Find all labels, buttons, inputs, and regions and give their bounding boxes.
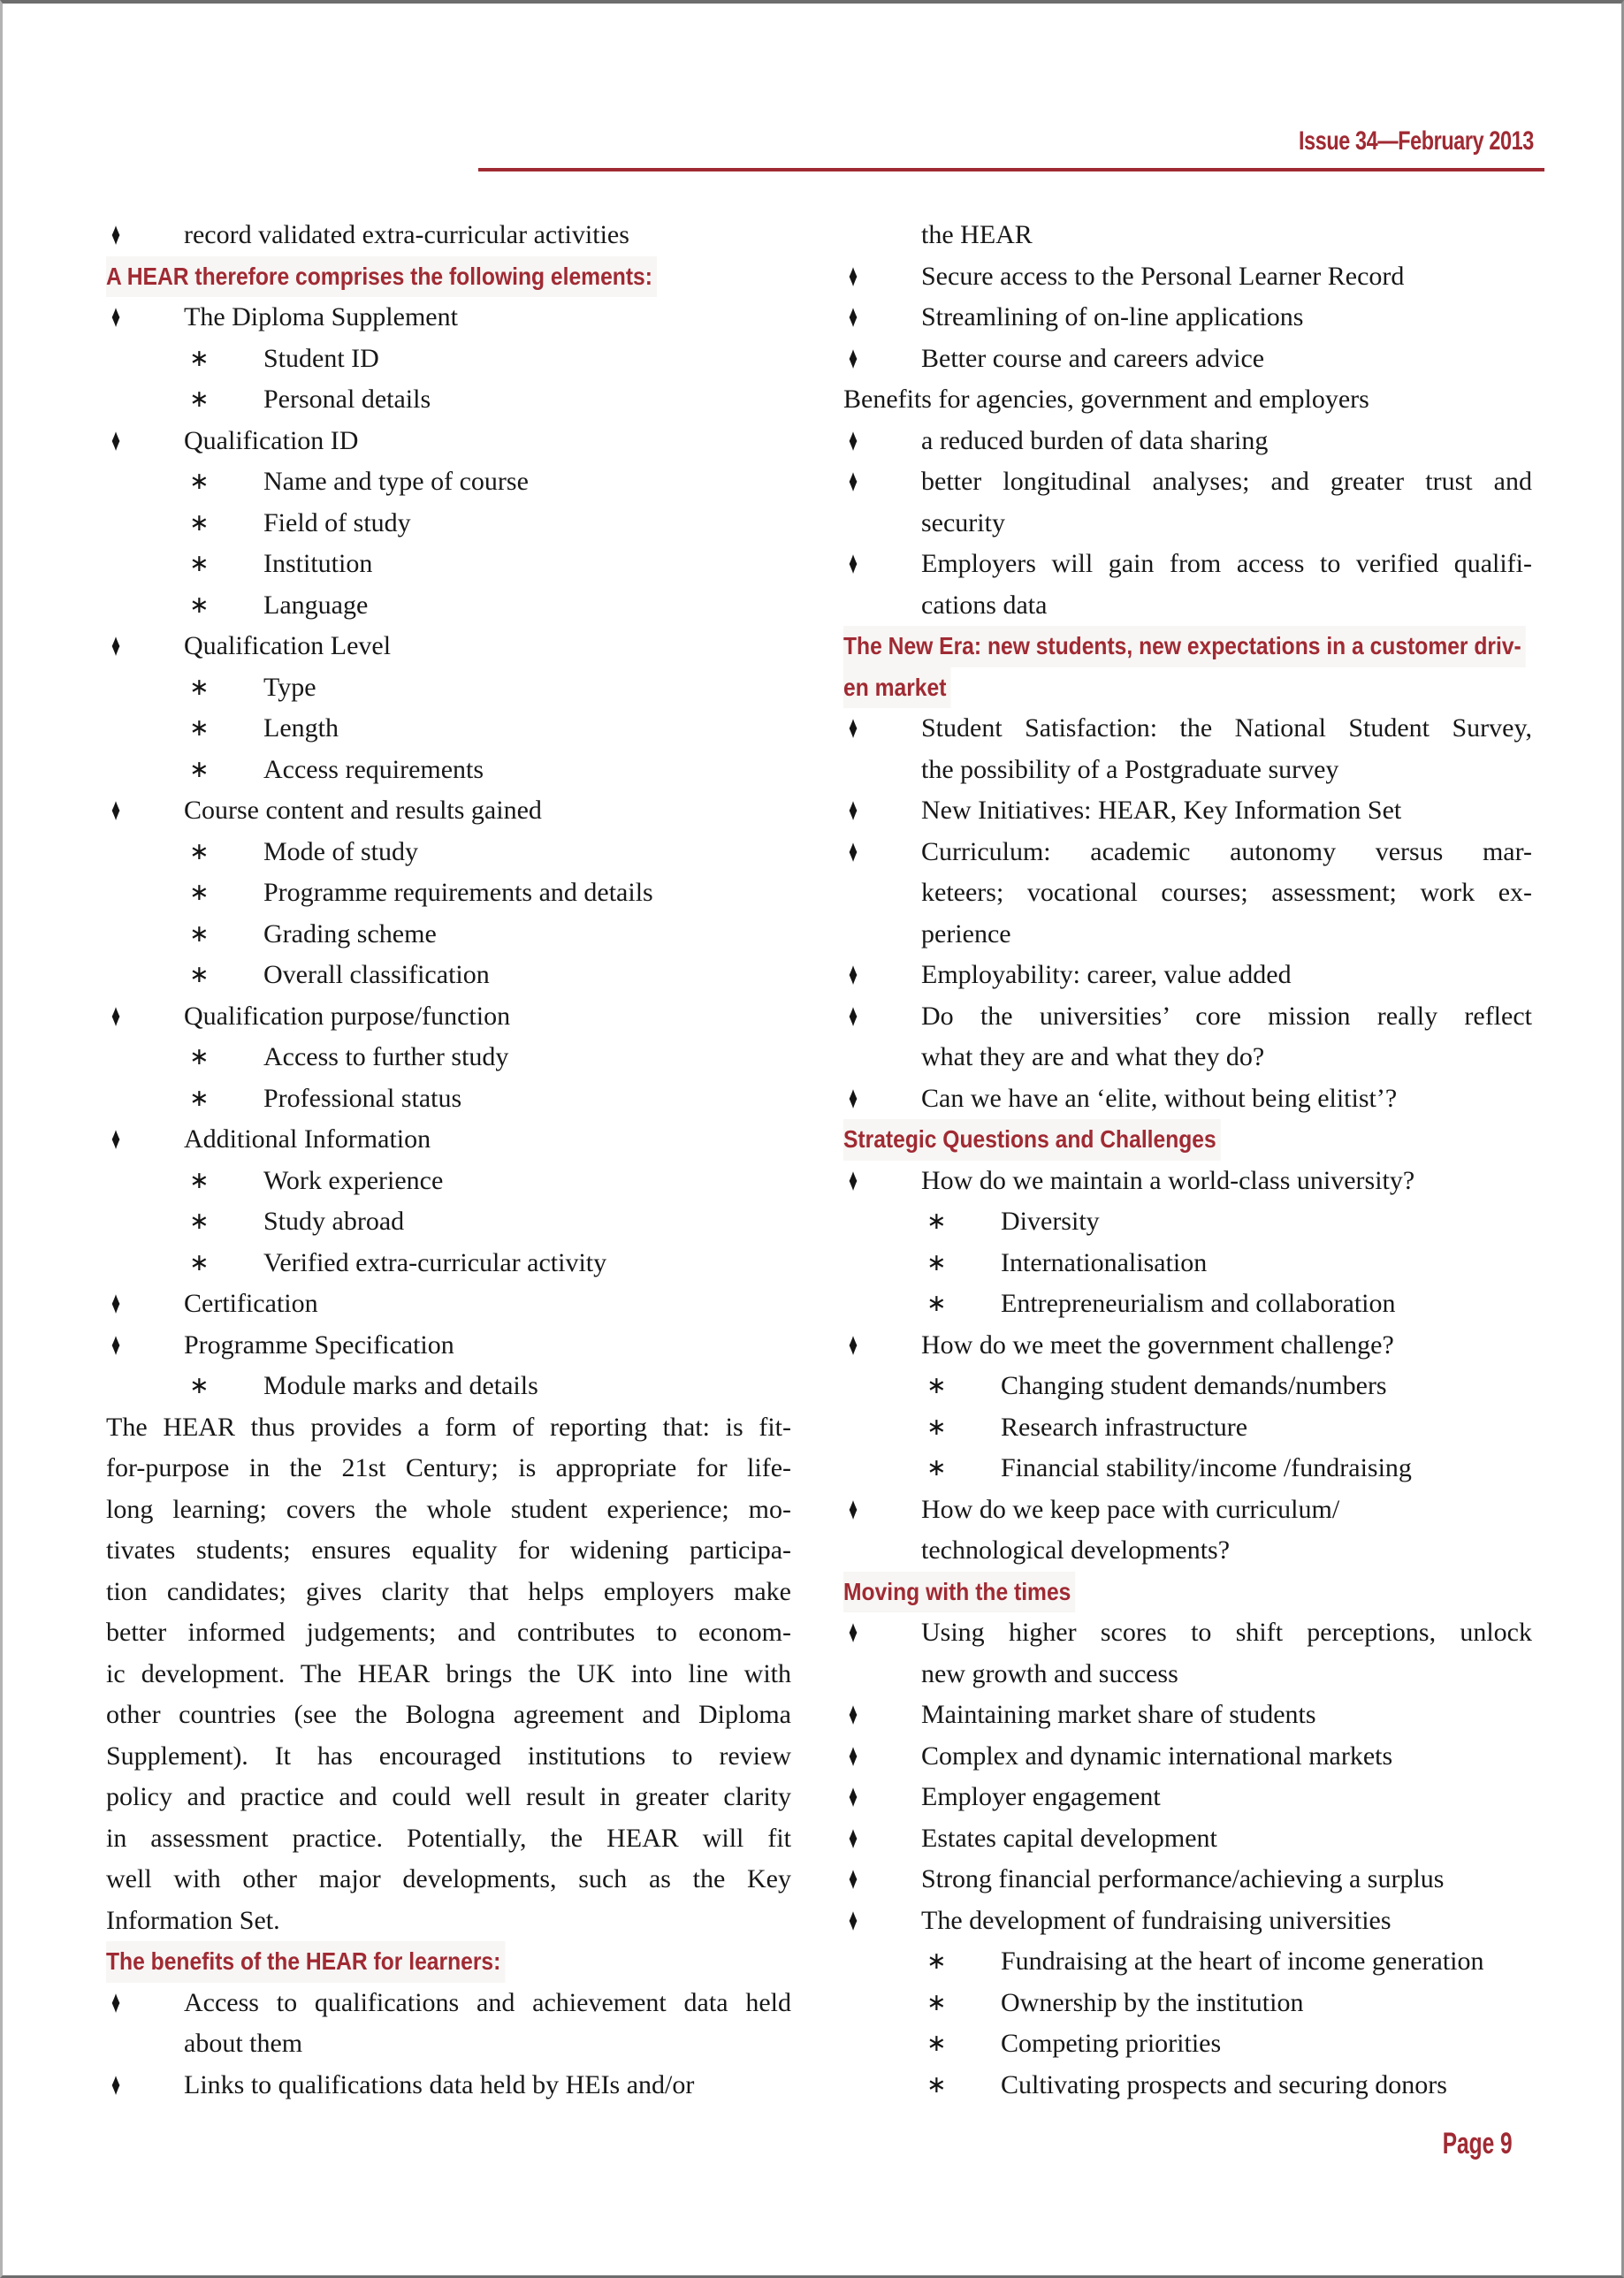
bullet-item bbox=[106, 1119, 791, 1161]
text-line: Strong financial performance/achieving a surplus bbox=[921, 1864, 1445, 1893]
text-line: Maintaining market share of students bbox=[921, 1700, 1316, 1729]
bullet-item bbox=[843, 297, 1532, 339]
sub-bullet-item bbox=[843, 1284, 1532, 1325]
page-number: Page 9 bbox=[1443, 2127, 1513, 2160]
text-line: Language bbox=[263, 590, 369, 620]
text-line: in assessment practice. Potentially, the HEAR will fit bbox=[106, 1823, 791, 1853]
text-line: Employer engagement bbox=[921, 1782, 1161, 1811]
right-column bbox=[843, 215, 1532, 2106]
text-line: Overall classification bbox=[263, 960, 490, 989]
asterisk-bullet-icon: ∗ bbox=[189, 673, 210, 701]
bullet-item bbox=[106, 2065, 791, 2107]
bullet-item bbox=[843, 708, 1532, 790]
left-column bbox=[106, 215, 791, 2106]
text-line: the HEAR bbox=[921, 220, 1033, 249]
item-text bbox=[843, 1572, 1532, 1613]
item-text bbox=[263, 1366, 791, 1407]
item-text bbox=[263, 1161, 791, 1202]
text-line: security bbox=[921, 507, 1005, 537]
diamond-bullet-icon: ♦ bbox=[849, 998, 858, 1033]
issue-date-label: Issue 34—February 2013 bbox=[1299, 126, 1534, 156]
item-text bbox=[921, 996, 1532, 1078]
item-text bbox=[921, 1859, 1532, 1901]
diamond-bullet-icon: ♦ bbox=[111, 217, 121, 252]
sub-bullet-item bbox=[843, 2065, 1532, 2107]
bullet-item bbox=[843, 1859, 1532, 1901]
item-text bbox=[263, 544, 791, 585]
text-line: Curriculum: academic autonomy versus mar- bbox=[921, 836, 1532, 866]
text-line: Strategic Questions and Challenges bbox=[843, 1119, 1532, 1161]
item-text bbox=[263, 585, 791, 627]
diamond-bullet-icon: ♦ bbox=[111, 793, 121, 827]
text-line: Supplement). It has encouraged institutions to review bbox=[106, 1741, 791, 1771]
asterisk-bullet-icon: ∗ bbox=[926, 1290, 947, 1317]
bullet-item bbox=[106, 790, 791, 832]
bullet-item bbox=[106, 1325, 791, 1367]
item-text bbox=[263, 914, 791, 956]
sub-bullet-item bbox=[843, 1448, 1532, 1489]
bullet-item bbox=[843, 1736, 1532, 1778]
bullet-item bbox=[106, 626, 791, 667]
item-text bbox=[1001, 1983, 1532, 2024]
sub-bullet-item bbox=[106, 1078, 791, 1120]
item-text bbox=[921, 1325, 1532, 1367]
text-line: keteers; vocational courses; assessment; work ex- bbox=[921, 878, 1532, 907]
text-line: Personal details bbox=[263, 385, 431, 414]
diamond-bullet-icon: ♦ bbox=[111, 998, 121, 1033]
item-text bbox=[263, 832, 791, 873]
asterisk-bullet-icon: ∗ bbox=[189, 468, 210, 495]
text-line: Institution bbox=[263, 549, 373, 578]
text-line: Work experience bbox=[263, 1165, 444, 1195]
text-line: other countries (see the Bologna agreement and Diploma bbox=[106, 1700, 791, 1729]
diamond-bullet-icon: ♦ bbox=[849, 464, 858, 499]
item-text bbox=[263, 750, 791, 791]
item-text bbox=[843, 379, 1532, 421]
item-text bbox=[921, 1777, 1532, 1818]
item-text bbox=[106, 1941, 791, 1983]
bullet-item bbox=[843, 461, 1532, 544]
sub-bullet-item bbox=[106, 503, 791, 545]
item-text bbox=[921, 544, 1532, 626]
sub-bullet-item bbox=[843, 1243, 1532, 1284]
header-rule bbox=[478, 168, 1544, 171]
item-text bbox=[184, 1983, 791, 2065]
sub-bullet-item bbox=[843, 2023, 1532, 2065]
item-text bbox=[843, 1119, 1532, 1161]
text-line: Mode of study bbox=[263, 836, 418, 866]
diamond-bullet-icon: ♦ bbox=[849, 711, 858, 745]
bullet-item bbox=[843, 1612, 1532, 1695]
diamond-bullet-icon: ♦ bbox=[849, 957, 858, 992]
text-line: what they are and what they do? bbox=[921, 1042, 1265, 1071]
asterisk-bullet-icon: ∗ bbox=[189, 508, 210, 537]
text-line: long learning; covers the whole student experience; mo- bbox=[106, 1494, 791, 1524]
asterisk-bullet-icon: ∗ bbox=[189, 1208, 210, 1235]
diamond-bullet-icon: ♦ bbox=[111, 629, 121, 663]
item-text bbox=[1001, 1407, 1532, 1449]
text-line: perience bbox=[921, 918, 1011, 949]
sub-bullet-item bbox=[106, 1201, 791, 1243]
item-text bbox=[921, 790, 1532, 832]
diamond-bullet-icon: ♦ bbox=[111, 1122, 121, 1156]
text-line: Student Satisfaction: the National Student Survey, bbox=[921, 713, 1532, 743]
text-line: Competing priorities bbox=[1001, 2029, 1222, 2058]
text-line: The HEAR thus provides a form of reporting that: is fit- bbox=[106, 1412, 791, 1442]
asterisk-bullet-icon: ∗ bbox=[189, 879, 210, 906]
sub-bullet-item bbox=[106, 544, 791, 585]
asterisk-bullet-icon: ∗ bbox=[189, 590, 210, 619]
asterisk-bullet-icon: ∗ bbox=[926, 1947, 947, 1975]
diamond-bullet-icon: ♦ bbox=[111, 300, 121, 334]
text-line: The New Era: new students, new expectations in a customer driv- bbox=[843, 626, 1532, 667]
text-line: Module marks and details bbox=[263, 1371, 538, 1400]
diamond-bullet-icon: ♦ bbox=[849, 1902, 858, 1938]
asterisk-bullet-icon: ∗ bbox=[189, 837, 210, 865]
asterisk-bullet-icon: ∗ bbox=[189, 1166, 210, 1194]
text-line: Estates capital development bbox=[921, 1823, 1217, 1853]
asterisk-bullet-icon: ∗ bbox=[926, 1988, 947, 2016]
item-text bbox=[1001, 1201, 1532, 1243]
text-line: Using higher scores to shift perceptions, unlock bbox=[921, 1618, 1532, 1647]
asterisk-bullet-icon: ∗ bbox=[926, 2070, 947, 2099]
asterisk-bullet-icon: ∗ bbox=[189, 755, 210, 783]
item-text bbox=[184, 790, 791, 832]
bullet-item bbox=[843, 339, 1532, 380]
item-text bbox=[263, 1201, 791, 1243]
item-text bbox=[263, 503, 791, 545]
text-line: Professional status bbox=[263, 1083, 462, 1113]
asterisk-bullet-icon: ∗ bbox=[189, 1372, 210, 1399]
sub-bullet-item bbox=[106, 339, 791, 380]
item-text bbox=[263, 667, 791, 709]
item-text bbox=[184, 626, 791, 667]
text-line: Financial stability/income /fundraising bbox=[1001, 1453, 1412, 1482]
asterisk-bullet-icon: ∗ bbox=[926, 2030, 947, 2057]
bullet-item bbox=[843, 1695, 1532, 1736]
bullet-item bbox=[106, 297, 791, 339]
item-text bbox=[921, 1489, 1532, 1572]
section-heading bbox=[106, 1941, 791, 1983]
text-line: Cultivating prospects and securing donors bbox=[1001, 2069, 1447, 2099]
item-text bbox=[921, 461, 1532, 544]
text-line: Diversity bbox=[1001, 1207, 1100, 1236]
text-line: better informed judgements; and contributes to econom- bbox=[106, 1618, 791, 1647]
item-text bbox=[263, 1243, 791, 1284]
text-line: A HEAR therefore comprises the following elements: bbox=[106, 256, 791, 298]
diamond-bullet-icon: ♦ bbox=[849, 1862, 858, 1896]
item-text bbox=[263, 1037, 791, 1078]
item-text bbox=[1001, 2023, 1532, 2065]
text-line: Access requirements bbox=[263, 754, 484, 784]
text-line: Course content and results gained bbox=[184, 796, 542, 825]
text-line: for-purpose in the 21st Century; is appropriate for life- bbox=[106, 1453, 791, 1482]
inline-heading bbox=[843, 379, 1532, 421]
item-text bbox=[921, 708, 1532, 790]
text-line: Can we have an ‘elite, without being elitist’? bbox=[921, 1083, 1398, 1113]
paragraph bbox=[106, 1407, 791, 1942]
sub-bullet-item bbox=[106, 1243, 791, 1284]
text-line: Length bbox=[263, 713, 339, 743]
sub-bullet-item bbox=[106, 750, 791, 791]
sub-bullet-item bbox=[106, 1366, 791, 1407]
item-text bbox=[184, 215, 791, 256]
text-line: Links to qualifications data held by HEIs and/or bbox=[184, 2069, 695, 2099]
text-line: about them bbox=[184, 2029, 303, 2058]
diamond-bullet-icon: ♦ bbox=[849, 1491, 858, 1527]
text-line: Fundraising at the heart of income generation bbox=[1001, 1947, 1484, 1976]
item-text bbox=[263, 339, 791, 380]
bullet-item bbox=[843, 1777, 1532, 1818]
diamond-bullet-icon: ♦ bbox=[849, 1080, 858, 1116]
text-line: Access to qualifications and achievement data held bbox=[184, 1987, 791, 2017]
text-line: Additional Information bbox=[184, 1124, 431, 1154]
asterisk-bullet-icon: ∗ bbox=[189, 1084, 210, 1112]
sub-bullet-item bbox=[843, 1941, 1532, 1983]
asterisk-bullet-icon: ∗ bbox=[189, 344, 210, 372]
sub-bullet-item bbox=[106, 585, 791, 627]
text-line: tion candidates; gives clarity that helps employers make bbox=[106, 1576, 791, 1606]
text-line: Secure access to the Personal Learner Record bbox=[921, 261, 1405, 291]
bullet-item bbox=[843, 1161, 1532, 1202]
item-text bbox=[843, 626, 1532, 708]
asterisk-bullet-icon: ∗ bbox=[926, 1454, 947, 1482]
diamond-bullet-icon: ♦ bbox=[849, 1327, 858, 1362]
item-text bbox=[1001, 1941, 1532, 1983]
text-line: How do we keep pace with curriculum/ bbox=[921, 1494, 1340, 1524]
bullet-item bbox=[843, 1489, 1532, 1572]
text-line: Employers will gain from access to verified qualifi- bbox=[921, 549, 1532, 578]
asterisk-bullet-icon: ∗ bbox=[189, 1248, 210, 1276]
diamond-bullet-icon: ♦ bbox=[849, 1162, 858, 1198]
continuation-line bbox=[843, 215, 1532, 256]
text-line: Benefits for agencies, government and employers bbox=[843, 385, 1369, 414]
text-line: Ownership by the institution bbox=[1001, 1987, 1304, 2017]
item-text bbox=[921, 421, 1532, 462]
diamond-bullet-icon: ♦ bbox=[849, 300, 858, 334]
text-line: Complex and dynamic international markets bbox=[921, 1741, 1393, 1771]
item-text bbox=[921, 955, 1532, 996]
text-line: Study abroad bbox=[263, 1207, 405, 1236]
text-line: How do we maintain a world-class university? bbox=[921, 1165, 1415, 1195]
text-line: record validated extra-curricular activities bbox=[184, 220, 629, 249]
bullet-item bbox=[843, 1078, 1532, 1120]
text-line: ic development. The HEAR brings the UK into line with bbox=[106, 1658, 791, 1688]
item-text bbox=[921, 215, 1532, 256]
text-line: The development of fundraising universities bbox=[921, 1905, 1391, 1935]
item-text bbox=[184, 996, 791, 1038]
text-line: Changing student demands/numbers bbox=[1001, 1371, 1387, 1400]
item-text bbox=[184, 297, 791, 339]
text-line: technological developments? bbox=[921, 1535, 1231, 1565]
bullet-item bbox=[843, 955, 1532, 996]
bullet-item bbox=[843, 1818, 1532, 1860]
item-text bbox=[184, 1325, 791, 1367]
diamond-bullet-icon: ♦ bbox=[111, 1327, 121, 1362]
text-line: Grading scheme bbox=[263, 918, 437, 949]
text-line: tivates students; ensures equality for widening participa- bbox=[106, 1535, 791, 1565]
item-text bbox=[263, 872, 791, 914]
item-text bbox=[1001, 1284, 1532, 1325]
section-heading bbox=[843, 1572, 1532, 1613]
text-line: Certification bbox=[184, 1289, 318, 1318]
item-text bbox=[263, 955, 791, 996]
text-line: Research infrastructure bbox=[1001, 1412, 1248, 1442]
text-line: Do the universities’ core mission really reflect bbox=[921, 1001, 1532, 1031]
text-line: Internationalisation bbox=[1001, 1247, 1208, 1277]
item-text bbox=[921, 339, 1532, 380]
bullet-item bbox=[843, 832, 1532, 956]
item-text bbox=[184, 1284, 791, 1325]
asterisk-bullet-icon: ∗ bbox=[926, 1208, 947, 1235]
item-text bbox=[921, 256, 1532, 298]
asterisk-bullet-icon: ∗ bbox=[926, 1248, 947, 1276]
section-heading bbox=[843, 1119, 1532, 1161]
diamond-bullet-icon: ♦ bbox=[849, 1738, 858, 1773]
sub-bullet-item bbox=[843, 1983, 1532, 2024]
bullet-item bbox=[106, 215, 791, 256]
text-line: policy and practice and could well result in greater clarity bbox=[106, 1782, 791, 1811]
text-line: Moving with the times bbox=[843, 1572, 1532, 1613]
item-text bbox=[921, 832, 1532, 956]
text-line: well with other major developments, such as the Key bbox=[106, 1864, 791, 1893]
bullet-item bbox=[106, 996, 791, 1038]
diamond-bullet-icon: ♦ bbox=[111, 423, 121, 458]
diamond-bullet-icon: ♦ bbox=[849, 1820, 858, 1855]
text-line: Verified extra-curricular activity bbox=[263, 1247, 607, 1277]
diamond-bullet-icon: ♦ bbox=[849, 546, 858, 581]
diamond-bullet-icon: ♦ bbox=[111, 1985, 121, 2020]
item-text bbox=[1001, 1366, 1532, 1407]
diamond-bullet-icon: ♦ bbox=[849, 793, 858, 827]
sub-bullet-item bbox=[106, 667, 791, 709]
text-line: New Initiatives: HEAR, Key Information Set bbox=[921, 796, 1402, 825]
bullet-item bbox=[843, 790, 1532, 832]
item-text bbox=[1001, 2065, 1532, 2107]
diamond-bullet-icon: ♦ bbox=[849, 1779, 858, 1814]
text-line: Name and type of course bbox=[263, 467, 529, 496]
text-line: The benefits of the HEAR for learners: bbox=[106, 1941, 791, 1983]
asterisk-bullet-icon: ∗ bbox=[189, 714, 210, 742]
item-text bbox=[263, 708, 791, 750]
sub-bullet-item bbox=[843, 1201, 1532, 1243]
sub-bullet-item bbox=[106, 832, 791, 873]
asterisk-bullet-icon: ∗ bbox=[189, 919, 210, 948]
bullet-item bbox=[106, 421, 791, 462]
sub-bullet-item bbox=[843, 1366, 1532, 1407]
item-text bbox=[106, 256, 791, 298]
bullet-item bbox=[106, 1284, 791, 1325]
item-text bbox=[921, 1736, 1532, 1778]
text-line: better longitudinal analyses; and greater trust and bbox=[921, 467, 1532, 496]
diamond-bullet-icon: ♦ bbox=[849, 423, 858, 458]
text-line: Programme Specification bbox=[184, 1329, 454, 1360]
item-text bbox=[921, 1161, 1532, 1202]
asterisk-bullet-icon: ∗ bbox=[189, 961, 210, 988]
text-line: the possibility of a Postgraduate survey bbox=[921, 754, 1339, 784]
text-line: Programme requirements and details bbox=[263, 878, 653, 907]
text-line: cations data bbox=[921, 590, 1048, 620]
text-line: a reduced burden of data sharing bbox=[921, 425, 1269, 455]
diamond-bullet-icon: ♦ bbox=[111, 2067, 121, 2102]
item-text bbox=[184, 421, 791, 462]
diamond-bullet-icon: ♦ bbox=[849, 834, 858, 869]
text-line: Access to further study bbox=[263, 1042, 509, 1071]
bullet-item bbox=[843, 1325, 1532, 1367]
text-line: Entrepreneurialism and collaboration bbox=[1001, 1289, 1396, 1318]
item-text bbox=[263, 461, 791, 503]
sub-bullet-item bbox=[106, 955, 791, 996]
item-text bbox=[263, 1078, 791, 1120]
sub-bullet-item bbox=[106, 461, 791, 503]
text-line: Student ID bbox=[263, 343, 379, 373]
section-heading bbox=[843, 626, 1532, 708]
item-text bbox=[1001, 1243, 1532, 1284]
asterisk-bullet-icon: ∗ bbox=[189, 1043, 210, 1070]
text-line: Qualification Level bbox=[184, 631, 392, 660]
section-heading bbox=[106, 256, 791, 298]
text-line: How do we meet the government challenge? bbox=[921, 1329, 1394, 1360]
bullet-item bbox=[843, 1901, 1532, 1942]
bullet-item bbox=[843, 256, 1532, 298]
diamond-bullet-icon: ♦ bbox=[849, 258, 858, 293]
item-text bbox=[263, 379, 791, 421]
text-line: Field of study bbox=[263, 507, 411, 537]
diamond-bullet-icon: ♦ bbox=[111, 1286, 121, 1321]
text-line: Streamlining of on-line applications bbox=[921, 302, 1304, 331]
sub-bullet-item bbox=[106, 914, 791, 956]
diamond-bullet-icon: ♦ bbox=[849, 340, 858, 376]
text-line: Employability: career, value added bbox=[921, 960, 1292, 989]
sub-bullet-item bbox=[106, 872, 791, 914]
item-text bbox=[921, 1078, 1532, 1120]
sub-bullet-item bbox=[106, 379, 791, 421]
bullet-item bbox=[843, 421, 1532, 462]
item-text bbox=[921, 1901, 1532, 1942]
item-text bbox=[921, 1695, 1532, 1736]
sub-bullet-item bbox=[106, 708, 791, 750]
text-line: Type bbox=[263, 672, 316, 702]
text-line: Qualification purpose/function bbox=[184, 1001, 511, 1031]
bullet-item bbox=[843, 996, 1532, 1078]
text-line: new growth and success bbox=[921, 1658, 1178, 1688]
item-text bbox=[184, 2065, 791, 2107]
item-text bbox=[921, 1818, 1532, 1860]
asterisk-bullet-icon: ∗ bbox=[926, 1372, 947, 1399]
diamond-bullet-icon: ♦ bbox=[849, 1615, 858, 1649]
item-text bbox=[921, 1612, 1532, 1695]
bullet-item bbox=[106, 1983, 791, 2065]
sub-bullet-item bbox=[843, 1407, 1532, 1449]
asterisk-bullet-icon: ∗ bbox=[189, 385, 210, 413]
text-line: Qualification ID bbox=[184, 425, 359, 455]
item-text bbox=[184, 1119, 791, 1161]
item-text bbox=[106, 1407, 791, 1942]
text-line: en market bbox=[843, 667, 1532, 709]
text-line: Information Set. bbox=[106, 1905, 280, 1935]
item-text bbox=[921, 297, 1532, 339]
text-line: Better course and careers advice bbox=[921, 343, 1265, 373]
asterisk-bullet-icon: ∗ bbox=[189, 550, 210, 577]
asterisk-bullet-icon: ∗ bbox=[926, 1413, 947, 1441]
text-line: The Diploma Supplement bbox=[184, 302, 458, 331]
bullet-item bbox=[843, 544, 1532, 626]
sub-bullet-item bbox=[106, 1037, 791, 1078]
item-text bbox=[1001, 1448, 1532, 1489]
sub-bullet-item bbox=[106, 1161, 791, 1202]
diamond-bullet-icon: ♦ bbox=[849, 1697, 858, 1732]
